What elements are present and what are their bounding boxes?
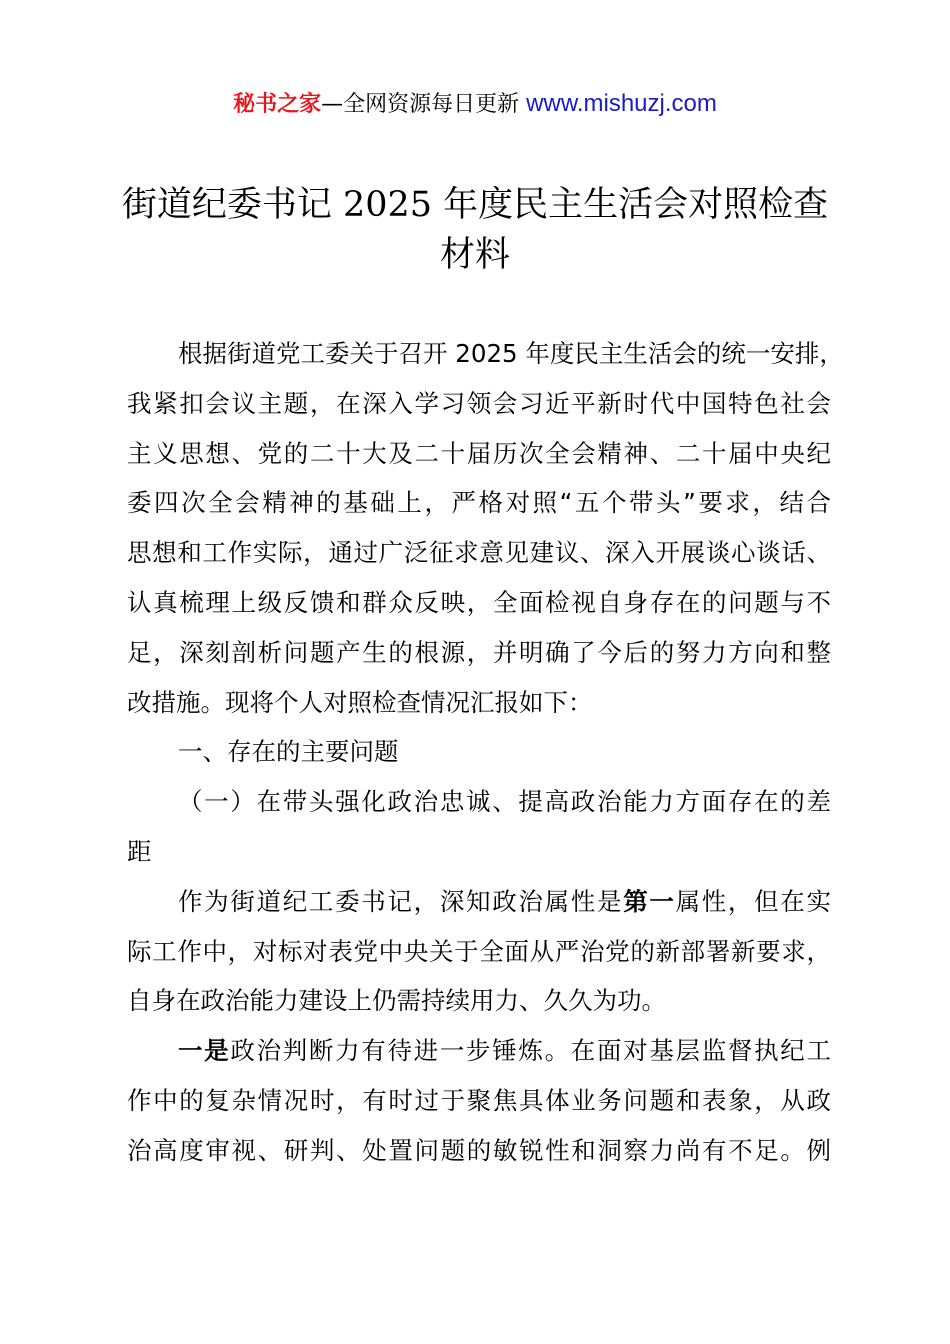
text-line xyxy=(127,727,831,777)
site-header xyxy=(0,88,950,121)
text-line xyxy=(127,528,831,578)
text-segment: 际工作中，对标对表党中央关于全面从严治党的新部署新要求， xyxy=(127,936,831,966)
text-segment: 政治判断力有待进一步锤炼。在面对基层监督执纪工 xyxy=(230,1036,831,1066)
text-line xyxy=(127,877,831,927)
text-segment: 委四次全会精神的基础上，严格对照“五个带头”要求，结合 xyxy=(127,488,831,518)
text-segment: 我紧扣会议主题，在深入学习领会习近平新时代中国特色社会 xyxy=(127,388,831,418)
document-body xyxy=(127,329,844,1176)
bold-text: 第一 xyxy=(623,886,676,916)
text-line xyxy=(127,329,844,379)
text-segment: 足，深刻剖析问题产生的根源，并明确了今后的努力方向和整 xyxy=(127,637,831,667)
text-segment: 主义思想、党的二十大及二十届历次全会精神、二十届中央纪 xyxy=(127,438,831,468)
text-line xyxy=(127,379,831,429)
text-line xyxy=(127,1126,831,1176)
paragraph xyxy=(127,329,844,727)
text-segment: 改措施。现将个人对照检查情况汇报如下： xyxy=(127,687,593,717)
text-line xyxy=(127,777,831,827)
paragraph xyxy=(127,877,831,1026)
text-line xyxy=(127,578,831,628)
brand-name: 秘书之家 xyxy=(233,92,322,117)
text-segment: 作中的复杂情况时，有时过于聚焦具体业务问题和表象，从政 xyxy=(127,1085,831,1115)
text-segment: 一、存在的主要问题 xyxy=(178,737,399,767)
text-line xyxy=(127,827,831,877)
text-segment: 根据街道党工委关于召开 2025 年度民主生活会的统一安排， xyxy=(178,339,844,368)
text-segment: 距 xyxy=(127,836,152,866)
text-segment: 属性，但在实 xyxy=(675,886,831,916)
paragraph xyxy=(127,1026,831,1175)
text-segment: （一）在带头强化政治忠诚、提高政治能力方面存在的差 xyxy=(178,787,831,817)
text-line xyxy=(127,478,831,528)
text-segment: 思想和工作实际，通过广泛征求意见建议、深入开展谈心谈话、 xyxy=(127,538,831,568)
document-title xyxy=(100,180,850,280)
bold-text: 一是 xyxy=(178,1036,231,1066)
paragraph xyxy=(127,727,831,777)
text-segment: 作为街道纪工委书记，深知政治属性是 xyxy=(178,886,624,916)
text-line xyxy=(127,976,831,1026)
text-segment: 认真梳理上级反馈和群众反映，全面检视自身存在的问题与不 xyxy=(127,587,831,617)
paragraph xyxy=(127,777,831,877)
text-segment: 自身在政治能力建设上仍需持续用力、久久为功。 xyxy=(127,986,666,1016)
site-url-link[interactable]: www.mishuzj.com xyxy=(526,90,717,117)
title-line-2: 材料 xyxy=(439,235,510,275)
text-line xyxy=(127,678,831,728)
text-line xyxy=(127,1076,831,1126)
header-slogan: —全网资源每日更新 xyxy=(321,92,527,117)
text-line xyxy=(127,628,831,678)
title-line-1: 街道纪委书记 2025 年度民主生活会对照检查 xyxy=(121,185,829,225)
text-line xyxy=(127,429,831,479)
text-segment: 治高度审视、研判、处置问题的敏锐性和洞察力尚有不足。例 xyxy=(127,1135,831,1165)
text-line xyxy=(127,927,831,977)
text-line xyxy=(127,1026,831,1076)
